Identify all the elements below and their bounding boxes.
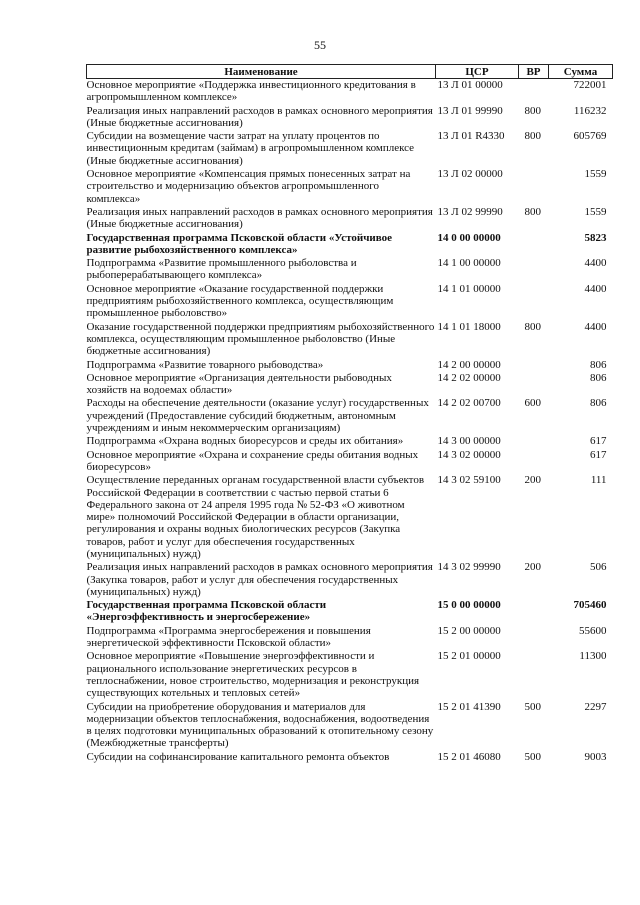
cell-sum: 722001: [573, 79, 607, 91]
cell-sum: 111: [590, 474, 607, 487]
cell-name: Подпрограмма «Программа энергосбережения и повышения энергетической эффективности Псковской области»: [86, 624, 371, 650]
cell-vr: [519, 650, 549, 700]
cell-csr: 14 1 00 00000: [437, 257, 501, 270]
table-row: [87, 474, 613, 561]
cell-vr: 800: [524, 104, 541, 117]
cell-vr: 200: [524, 561, 541, 574]
cell-name: Реализация иных направлений расходов в рамках основного мероприятия (Иные бюджетные ассигнования): [86, 104, 433, 129]
cell-vr: [519, 232, 549, 258]
cell-sum: 4400: [584, 320, 607, 333]
cell-vr: [519, 283, 549, 321]
table-header-row: [87, 65, 613, 79]
cell-csr: 14 3 02 00000: [437, 448, 501, 461]
cell-name: Субсидии на софинансирование капитального ремонта объектов: [86, 750, 390, 763]
cell-sum: 11300: [579, 650, 607, 663]
cell-csr: 15 2 00 00000: [437, 624, 501, 637]
header-sum: Сумма: [549, 65, 613, 79]
cell-name: Подпрограмма «Развитие промышленного рыболовства и рыбоперерабатывающего комплекса»: [86, 257, 357, 282]
cell-csr: 14 1 01 00000: [437, 282, 501, 295]
cell-name: Оказание государственной поддержки предприятиям рыбохозяйственного комплекса, осуществляющим промышленное рыболовство (Иные бюджетные ассигнования): [86, 320, 435, 358]
cell-sum: 4400: [584, 282, 607, 295]
cell-name: Основное мероприятие «Компенсация прямых понесенных затрат на строительство и модернизацию объектов агропромышленного комплекса»: [86, 168, 411, 205]
cell-csr: 15 2 01 46080: [437, 750, 501, 763]
cell-sum: 806: [590, 358, 607, 371]
table-row: [87, 283, 613, 321]
cell-csr: 14 2 02 00700: [437, 397, 501, 410]
cell-name: Расходы на обеспечение деятельности (оказание услуг) государственных учреждений (Предоставление субсидий бюджетным, автономным учреждениям и иным некоммерческим организациям): [86, 397, 429, 435]
table-row: [87, 168, 613, 206]
cell-csr: 13 Л 02 99990: [437, 205, 503, 218]
cell-sum: 116232: [573, 104, 607, 117]
table-row: [87, 435, 613, 448]
cell-csr: 13 Л 01 R4330: [437, 130, 505, 143]
table-row: [87, 232, 613, 258]
cell-vr: 800: [524, 320, 541, 333]
cell-csr: 15 2 01 00000: [437, 650, 501, 663]
table-row: [87, 130, 613, 168]
table-row: [87, 625, 613, 651]
table-row: [87, 701, 613, 751]
cell-name: Основное мероприятие «Поддержка инвестиционного кредитования в агропромышленном комплексе»: [86, 79, 416, 104]
cell-vr: [519, 168, 549, 206]
cell-vr: 200: [524, 474, 541, 487]
cell-csr: 13 Л 02 00000: [437, 168, 503, 181]
cell-vr: [519, 625, 549, 651]
cell-csr: 14 2 02 00000: [437, 371, 501, 384]
cell-sum: 9003: [584, 750, 607, 763]
cell-csr: 14 3 00 00000: [437, 435, 501, 448]
cell-sum: 4400: [584, 257, 607, 270]
cell-name: Основное мероприятие «Организация деятельности рыбоводных хозяйств на водоемах области»: [86, 371, 392, 397]
cell-name: Субсидии на возмещение части затрат на уплату процентов по инвестиционным кредитам (займам) в агропромышленном комплексе (Иные бюджетные ассигнования): [86, 130, 415, 167]
table-row: [87, 105, 613, 131]
cell-vr: [519, 372, 549, 398]
cell-vr: 500: [524, 700, 541, 713]
header-name: Наименование: [87, 65, 436, 79]
cell-name: Основное мероприятие «Охрана и сохранение среды обитания водных биоресурсов»: [86, 448, 419, 473]
cell-csr: 14 3 02 99990: [437, 561, 501, 574]
cell-csr: 13 Л 01 00000: [437, 79, 503, 91]
cell-vr: [519, 79, 549, 105]
table-row: [87, 751, 613, 764]
cell-name: Государственная программа Псковской области «Энергоэффективность и энергосбережение»: [86, 599, 327, 624]
cell-csr: 15 2 01 41390: [437, 700, 501, 713]
table-row: [87, 206, 613, 232]
cell-sum: 1559: [584, 205, 607, 218]
cell-vr: [519, 449, 549, 475]
cell-name: Осуществление переданных органам государственной власти субъектов Российской Федерации в соответствии с частью первой статьи 6 Федерального закона от 24 апреля 1995 года № 52-ФЗ «О животном мире» полномочий Российской Федерации в области организации, регулирования и охраны водных биологических ресурсов (Закупка товаров, работ и услуг для обеспечения государственных (муниципальных) нужд): [86, 474, 425, 560]
cell-csr: 14 1 01 18000: [437, 320, 501, 333]
cell-sum: 806: [590, 371, 607, 384]
cell-sum: 2297: [584, 700, 607, 713]
cell-name: Подпрограмма «Охрана водных биоресурсов и среды их обитания»: [86, 435, 404, 448]
cell-name: Реализация иных направлений расходов в рамках основного мероприятия (Иные бюджетные ассигнования): [86, 205, 433, 231]
cell-sum: 55600: [579, 624, 607, 637]
cell-vr: 500: [524, 750, 541, 763]
cell-sum: 705460: [573, 599, 607, 612]
table-row: [87, 561, 613, 599]
cell-sum: 1559: [584, 168, 607, 181]
cell-vr: 800: [524, 205, 541, 218]
cell-sum: 506: [590, 561, 607, 574]
header-vr: ВР: [519, 65, 549, 79]
table-row: [87, 397, 613, 435]
table-row: [87, 372, 613, 398]
table-body: [87, 79, 613, 765]
cell-csr: 14 3 02 59100: [437, 474, 501, 487]
cell-name: Государственная программа Псковской области «Устойчивое развитие рыбохозяйственного комплекса»: [86, 231, 392, 256]
cell-vr: [519, 599, 549, 625]
cell-name: Основное мероприятие «Оказание государственной поддержки предприятиям рыбохозяйственного комплекса, осуществляющим промышленное рыболовство»: [86, 282, 394, 320]
table-row: [87, 79, 613, 105]
cell-vr: [519, 257, 549, 283]
cell-csr: 14 0 00 00000: [437, 231, 501, 244]
cell-csr: 14 2 00 00000: [437, 358, 501, 371]
header-csr: ЦСР: [436, 65, 519, 79]
cell-name: Реализация иных направлений расходов в рамках основного мероприятия (Закупка товаров, работ и услуг для обеспечения государственных (муниципальных) нужд): [86, 561, 433, 598]
budget-table: [86, 64, 613, 764]
cell-sum: 617: [590, 435, 607, 448]
table-row: [87, 257, 613, 283]
cell-vr: [519, 435, 549, 448]
cell-sum: 806: [590, 397, 607, 410]
table-row: [87, 599, 613, 625]
table-row: [87, 359, 613, 372]
page-number: 55: [314, 38, 326, 52]
cell-vr: 600: [524, 397, 541, 410]
cell-sum: 605769: [573, 130, 607, 143]
cell-name: Основное мероприятие «Повышение энергоэффективности и рационального использование энергетических ресурсов в теплоснабжении, новое строительство, модернизация и реконструкция существующих котельных и тепловых сетей»: [86, 650, 420, 700]
cell-sum: 5823: [584, 231, 607, 244]
table-row: [87, 449, 613, 475]
cell-vr: [519, 359, 549, 372]
table-row: [87, 321, 613, 359]
table-row: [87, 650, 613, 700]
cell-vr: 800: [524, 130, 541, 143]
cell-csr: 15 0 00 00000: [437, 599, 501, 612]
cell-sum: 617: [590, 448, 607, 461]
cell-name: Субсидии на приобретение оборудования и материалов для модернизации объектов теплоснабжения, водоснабжения, водоотведения в целях подготовки муниципальных образований к отопительному сезону (Межбюджетные трансферты): [86, 700, 434, 750]
cell-name: Подпрограмма «Развитие товарного рыбоводства»: [86, 358, 324, 371]
cell-csr: 13 Л 01 99990: [437, 104, 503, 117]
